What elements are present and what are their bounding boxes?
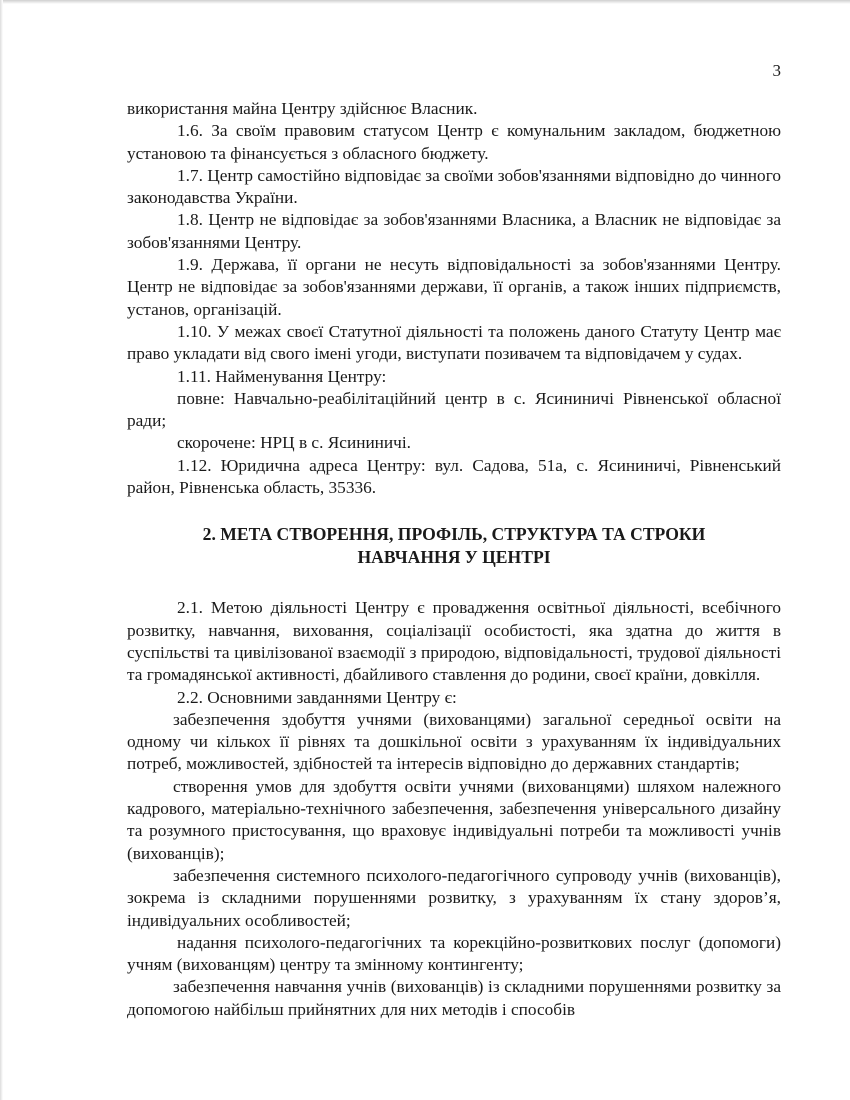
task-item-3: забезпечення системного психолого-педагогічного супроводу учнів (вихованців), зокрема із складними порушеннями розвитку, з урахуванням їх стану здоров’я, індивідуальних особливостей; bbox=[127, 865, 781, 930]
paragraph-1-7: 1.7. Центр самостійно відповідає за своїми зобов'язаннями відповідно до чинного законодавства України. bbox=[127, 165, 781, 208]
paragraph-2-1: 2.1. Метою діяльності Центру є провадження освітньої діяльності, всебічного розвитку, навчання, виховання, соціалізації особистості, яка здатна до життя в суспільстві та цивілізованої взаємодії з природою, відповідальності, трудової діяльності та громадянської активності, дбайливого ставлення до родини, своєї країни, довкілля. bbox=[127, 598, 781, 685]
document-page bbox=[127, 60, 781, 1021]
task-item-4: надання психолого-педагогічних та корекційно-розвиткових послуг (допомоги) учням (вихованцям) центру та змінному контингенту; bbox=[127, 932, 781, 975]
section-2-heading bbox=[127, 523, 781, 569]
full-name-line: повне: Навчально-реабілітаційний центр в с. Ясининичі Рівненської обласної ради; bbox=[127, 388, 781, 431]
task-item-2: створення умов для здобуття освіти учнями (вихованцями) шляхом належного кадрового, матеріально-технічного забезпечення, забезпечення універсального дизайну та розумного пристосування, що враховує індивідуальні потреби та можливості учнів (вихованців); bbox=[127, 776, 781, 863]
scan-edge-left bbox=[0, 0, 3, 1100]
task-item-5: забезпечення навчання учнів (вихованців) із складними порушеннями розвитку за допомогою найбільш прийнятних для них методів і способів bbox=[127, 977, 781, 1019]
page-number: 3 bbox=[772, 61, 781, 80]
paragraph-1-12: 1.12. Юридична адреса Центру: вул. Садова, 51а, с. Ясининичі, Рівненський район, Рівненська область, 35336. bbox=[127, 455, 781, 498]
paragraph-1-8: 1.8. Центр не відповідає за зобов'язаннями Власника, а Власник не відповідає за зобов'язаннями Центру. bbox=[127, 210, 781, 252]
paragraph-1-9: 1.9. Держава, її органи не несуть відповідальності за зобов'язаннями Центру. Центр не відповідає за зобов'язаннями держави, її органів, а також інших підприємств, установ, організацій. bbox=[127, 255, 781, 319]
short-name-line: скорочене: НРЦ в с. Ясининичі. bbox=[177, 433, 411, 453]
task-item-1: забезпечення здобуття учнями (вихованцями) загальної середньої освіти на одному чи кількох її рівнях та дошкільної освіти з урахуванням їх індивідуальних потреб, можливостей, здібностей та інтересів відповідно до державних стандартів; bbox=[127, 709, 781, 774]
paragraph-continuation: використання майна Центру здійснює Власник. bbox=[127, 99, 478, 118]
paragraph-1-10: 1.10. У межах своєї Статутної діяльності та положень даного Статуту Центр має право укладати від свого імені угоди, виступати позивачем та відповідачем у судах. bbox=[127, 321, 781, 364]
paragraph-2-2: 2.2. Основними завданнями Центру є: bbox=[177, 687, 457, 707]
paragraph-1-6: 1.6. За своїм правовим статусом Центр є комунальним закладом, бюджетною установою та фінансується з обласного бюджету. bbox=[127, 121, 781, 163]
paragraph-1-11: 1.11. Найменування Центру: bbox=[177, 366, 387, 386]
section-2-heading-line2: НАВЧАННЯ У ЦЕНТРІ bbox=[357, 547, 551, 568]
section-2-heading-line1: 2. МЕТА СТВОРЕННЯ, ПРОФІЛЬ, СТРУКТУРА ТА СТРОКИ bbox=[202, 524, 706, 545]
scan-edge-top bbox=[0, 0, 850, 4]
